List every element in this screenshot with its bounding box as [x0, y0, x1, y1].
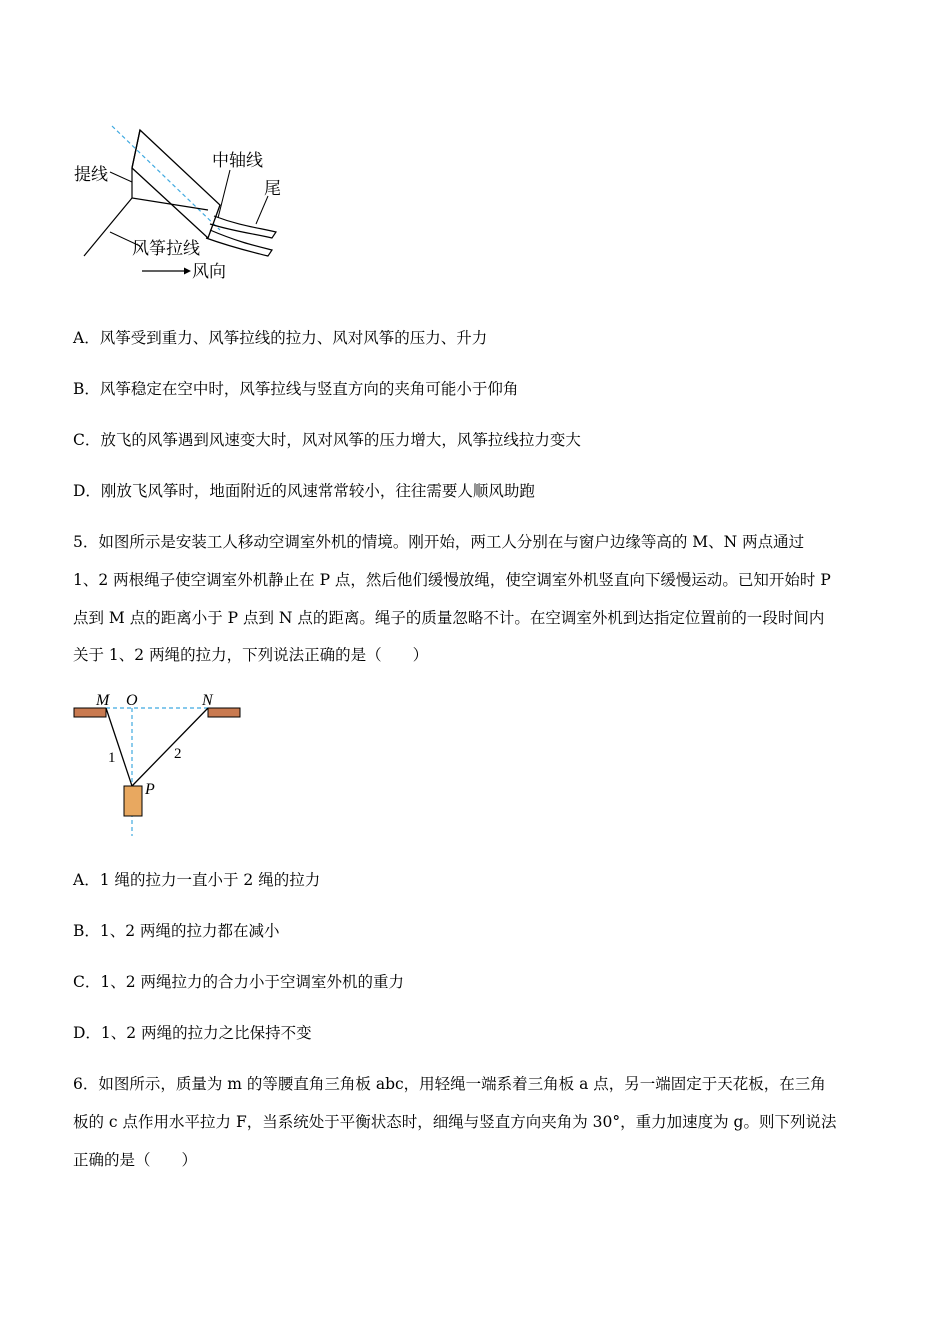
ledge-right — [208, 708, 240, 717]
rope-2 — [132, 708, 208, 786]
label-tixian: 提线 — [74, 165, 108, 185]
kite-body — [132, 130, 220, 238]
label-rope-1: 1 — [108, 750, 116, 766]
label-fengzheng-laxian: 风筝拉线 — [132, 239, 200, 259]
q4-option-c: C．放飞的风筝遇到风速变大时，风对风筝的压力增大，风筝拉线拉力变大 — [73, 431, 581, 449]
q6-stem-line-2: 板的 c 点作用水平拉力 F，当系统处于平衡状态时，细绳与竖直方向夹角为 30°，重力加速度为 g。则下列说法 — [73, 1113, 837, 1131]
q5-option-b: B．1、2 两绳的拉力都在减小 — [73, 922, 280, 940]
rope-1 — [106, 708, 132, 786]
kite-axis-dashed-line — [112, 126, 220, 230]
q4-option-d: D．刚放飞风筝时，地面附近的风速常常较小，往往需要人顺风助跑 — [73, 482, 535, 500]
kite-figure — [70, 120, 290, 290]
kite-bridle — [132, 168, 208, 210]
q4-option-b: B．风筝稳定在空中时，风筝拉线与竖直方向的夹角可能小于仰角 — [73, 380, 519, 398]
label-fengxiang: 风向 — [192, 262, 226, 282]
axis-leader — [218, 170, 230, 218]
tail-leader — [256, 196, 268, 224]
label-wei: 尾 — [264, 179, 281, 199]
wind-arrow-head — [184, 268, 191, 275]
q5-stem-line-2: 1、2 两根绳子使空调室外机静止在 P 点，然后他们缓慢放绳，使空调室外机竖直向下缓慢运动。已知开始时 P — [73, 571, 831, 589]
q6-stem-line-1: 6．如图所示，质量为 m 的等腰直角三角板 abc，用轻绳一端系着三角板 a 点，另一端固定于天花板，在三角 — [73, 1075, 826, 1093]
air-conditioner-figure — [70, 686, 245, 841]
q5-stem-line-3: 点到 M 点的距离小于 P 点到 N 点的距离。绳子的质量忽略不计。在空调室外机到达指定位置前的一段时间内 — [73, 609, 825, 627]
label-m: M — [96, 692, 110, 709]
ac-unit-block — [124, 786, 142, 816]
kite-inner-edge — [132, 130, 140, 168]
q5-option-c: C．1、2 两绳拉力的合力小于空调室外机的重力 — [73, 973, 405, 991]
label-rope-2: 2 — [174, 746, 182, 762]
kite-tail-2 — [206, 230, 272, 256]
label-p: P — [145, 781, 155, 798]
label-n: N — [202, 692, 213, 709]
label-o: O — [126, 692, 138, 709]
q5-stem-line-4: 关于 1、2 两绳的拉力，下列说法正确的是（ ） — [73, 646, 429, 664]
kite-string — [84, 198, 132, 256]
q5-option-a: A．1 绳的拉力一直小于 2 绳的拉力 — [73, 871, 321, 889]
q5-option-d: D．1、2 两绳的拉力之比保持不变 — [73, 1024, 312, 1042]
kite-tail-1 — [210, 216, 276, 238]
ledge-left — [74, 708, 106, 717]
q4-option-a: A．风筝受到重力、风筝拉线的拉力、风对风筝的压力、升力 — [73, 329, 488, 347]
q6-stem-line-3: 正确的是（ ） — [73, 1151, 198, 1169]
label-zhongzhouxian: 中轴线 — [212, 151, 263, 171]
kite-bridle-leader — [110, 172, 132, 182]
q5-stem-line-1: 5．如图所示是安装工人移动空调室外机的情境。刚开始，两工人分别在与窗户边缘等高的 M、N 两点通过 — [73, 533, 805, 551]
